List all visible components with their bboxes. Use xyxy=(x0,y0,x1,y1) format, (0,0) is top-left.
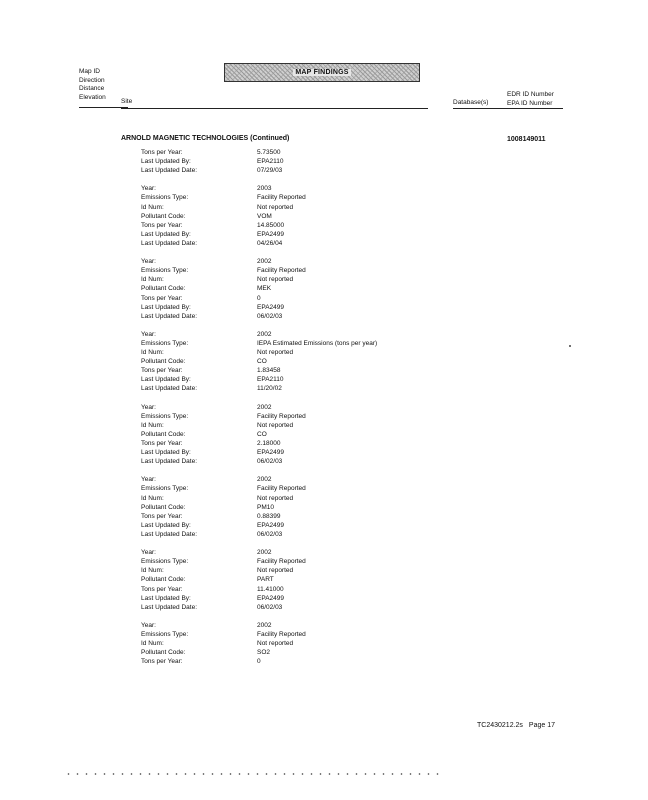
field-label: Emissions Type: xyxy=(141,267,189,275)
field-value: MEK xyxy=(257,285,272,293)
map-findings-banner xyxy=(224,63,420,82)
header-row-labels xyxy=(79,68,106,102)
field-label: Tons per Year: xyxy=(141,658,183,666)
field-label: Last Updated By: xyxy=(141,449,191,457)
field-value: 14.85000 xyxy=(257,221,285,229)
field-value: Facility Reported xyxy=(257,630,306,638)
scan-dotted-line xyxy=(64,773,444,775)
field-label: Id Num: xyxy=(141,640,164,648)
record-spacer xyxy=(257,394,377,403)
database-label: Database(s) xyxy=(453,99,489,106)
field-label: Last Updated By: xyxy=(141,521,191,529)
field-value: 11.41000 xyxy=(257,585,284,593)
epa-id-label: EPA ID Number xyxy=(507,100,553,107)
facility-name: ARNOLD MAGNETIC TECHNOLOGIES (Continued) xyxy=(121,135,290,142)
field-label: Tons per Year: xyxy=(141,585,183,593)
field-value: 5.73500 xyxy=(257,149,281,156)
distance-label: Distance xyxy=(79,85,105,93)
field-value: 2002 xyxy=(257,476,272,484)
field-value: Facility Reported xyxy=(257,412,306,420)
field-label: Year: xyxy=(141,330,156,338)
field-label: Last Updated Date: xyxy=(141,530,198,538)
field-label: Tons per Year: xyxy=(141,512,183,520)
banner-title: MAP FINDINGS xyxy=(295,69,349,76)
field-label: Emissions Type: xyxy=(141,485,189,493)
field-value: PART xyxy=(257,576,274,584)
field-label: Last Updated Date: xyxy=(141,458,198,466)
record-spacer xyxy=(257,248,377,257)
field-label: Last Updated Date: xyxy=(141,167,198,175)
field-value: Facility Reported xyxy=(257,558,306,566)
field-value: 06/02/03 xyxy=(257,603,283,611)
field-value: Not reported xyxy=(257,494,294,502)
field-value: CO xyxy=(257,430,267,438)
field-value: EPA2499 xyxy=(257,594,284,602)
field-label: Year: xyxy=(141,549,156,557)
field-label: Last Updated Date: xyxy=(141,385,198,393)
field-label: Id Num: xyxy=(141,276,164,284)
record-spacer xyxy=(141,175,197,184)
edr-id-number: 1008149011 xyxy=(507,136,546,143)
field-value: VOM xyxy=(257,212,272,220)
field-value: EPA2110 xyxy=(257,376,284,384)
field-value: Not reported xyxy=(257,276,294,284)
field-value: EPA2499 xyxy=(257,230,284,238)
field-value: 0 xyxy=(257,294,261,302)
field-label: Last Updated By: xyxy=(141,303,191,311)
direction-label: Direction xyxy=(79,76,105,84)
field-value: Facility Reported xyxy=(257,485,306,493)
field-value: 2002 xyxy=(257,258,272,266)
field-value: 04/26/04 xyxy=(257,239,283,247)
field-label: Emissions Type: xyxy=(141,194,189,202)
field-value: SO2 xyxy=(257,649,271,657)
field-label: Year: xyxy=(141,185,156,193)
field-label: Pollutant Code: xyxy=(141,430,186,438)
field-label: Year: xyxy=(141,476,156,484)
field-label: Year: xyxy=(141,621,156,629)
field-label: Id Num: xyxy=(141,421,164,429)
document-id: TC2430212.2s xyxy=(477,722,523,729)
field-value: 11/20/02 xyxy=(257,385,282,393)
scan-speck xyxy=(569,345,571,347)
field-value: CO xyxy=(257,358,267,366)
field-label: Id Num: xyxy=(141,203,164,211)
field-value: 07/29/03 xyxy=(257,167,283,175)
field-value: Facility Reported xyxy=(257,194,306,202)
record-spacer xyxy=(257,321,377,330)
field-value: Not reported xyxy=(257,567,294,575)
field-label: Pollutant Code: xyxy=(141,212,186,220)
field-label: Tons per Year: xyxy=(141,367,183,375)
field-value: 2003 xyxy=(257,185,272,193)
field-value: 06/02/03 xyxy=(257,458,283,466)
field-value: 2002 xyxy=(257,330,272,338)
site-label: Site xyxy=(121,98,133,105)
field-value: PM10 xyxy=(257,503,274,511)
field-label: Year: xyxy=(141,403,156,411)
field-label: Id Num: xyxy=(141,494,164,502)
field-value: 0 xyxy=(257,658,261,666)
field-value: 2002 xyxy=(257,403,272,411)
field-value: Facility Reported xyxy=(257,267,306,275)
page-footer xyxy=(477,722,555,729)
field-label: Pollutant Code: xyxy=(141,358,186,366)
field-label: Tons per Year: xyxy=(141,294,183,302)
field-label: Tons per Year: xyxy=(141,221,183,229)
field-value: 0.88399 xyxy=(257,512,281,520)
field-label: Id Num: xyxy=(141,567,164,575)
record-spacer xyxy=(141,539,197,548)
field-label: Tons per Year: xyxy=(141,440,183,447)
field-value: Not reported xyxy=(257,203,294,211)
record-spacer xyxy=(141,612,197,621)
header-divider-site xyxy=(121,108,428,109)
record-spacer xyxy=(257,612,377,621)
field-value: Not reported xyxy=(257,421,294,429)
field-value: 06/02/03 xyxy=(257,530,283,538)
field-value: 1.83458 xyxy=(257,367,281,375)
field-value: EPA2110 xyxy=(257,158,284,166)
header-divider-right xyxy=(453,108,563,109)
field-labels-column xyxy=(141,148,197,666)
field-value: EPA2499 xyxy=(257,303,284,311)
edr-id-label: EDR ID Number xyxy=(507,91,554,98)
field-value: Not reported xyxy=(257,640,294,648)
field-label: Pollutant Code: xyxy=(141,576,186,584)
field-label: Id Num: xyxy=(141,349,164,357)
record-spacer xyxy=(141,394,197,403)
record-spacer xyxy=(257,539,377,548)
field-value: 2002 xyxy=(257,549,272,557)
record-spacer xyxy=(141,248,197,257)
page-number: Page 17 xyxy=(528,722,556,729)
field-label: Pollutant Code: xyxy=(141,503,186,511)
field-label: Last Updated By: xyxy=(141,376,191,384)
field-value: Not reported xyxy=(257,349,294,357)
field-label: Last Updated Date: xyxy=(141,603,198,611)
field-value: 2.18000 xyxy=(257,440,281,447)
record-spacer xyxy=(141,466,197,475)
field-label: Pollutant Code: xyxy=(141,649,186,657)
field-label: Last Updated By: xyxy=(141,230,191,238)
id-column-labels xyxy=(507,90,554,108)
map-id-label: Map ID xyxy=(79,68,100,75)
record-spacer xyxy=(257,175,377,184)
field-value: IEPA Estimated Emissions (tons per year) xyxy=(257,339,378,347)
field-label: Emissions Type: xyxy=(141,412,189,420)
field-label: Last Updated By: xyxy=(141,594,191,602)
field-value: EPA2499 xyxy=(257,521,284,529)
field-value: 2002 xyxy=(257,621,272,629)
field-label: Emissions Type: xyxy=(141,339,189,347)
field-label: Last Updated Date: xyxy=(141,239,198,247)
field-label: Pollutant Code: xyxy=(141,285,186,293)
field-label: Year: xyxy=(141,258,156,266)
record-spacer xyxy=(257,466,377,475)
field-label: Tons per Year: xyxy=(141,149,183,156)
elevation-label: Elevation xyxy=(79,93,106,101)
field-label: Last Updated Date: xyxy=(141,312,198,320)
record-spacer xyxy=(141,321,197,330)
field-values-column xyxy=(257,148,377,666)
field-label: Emissions Type: xyxy=(141,630,189,638)
field-value: 06/02/03 xyxy=(257,312,283,320)
field-label: Emissions Type: xyxy=(141,558,189,566)
field-value: EPA2499 xyxy=(257,449,284,457)
field-label: Last Updated By: xyxy=(141,158,191,166)
